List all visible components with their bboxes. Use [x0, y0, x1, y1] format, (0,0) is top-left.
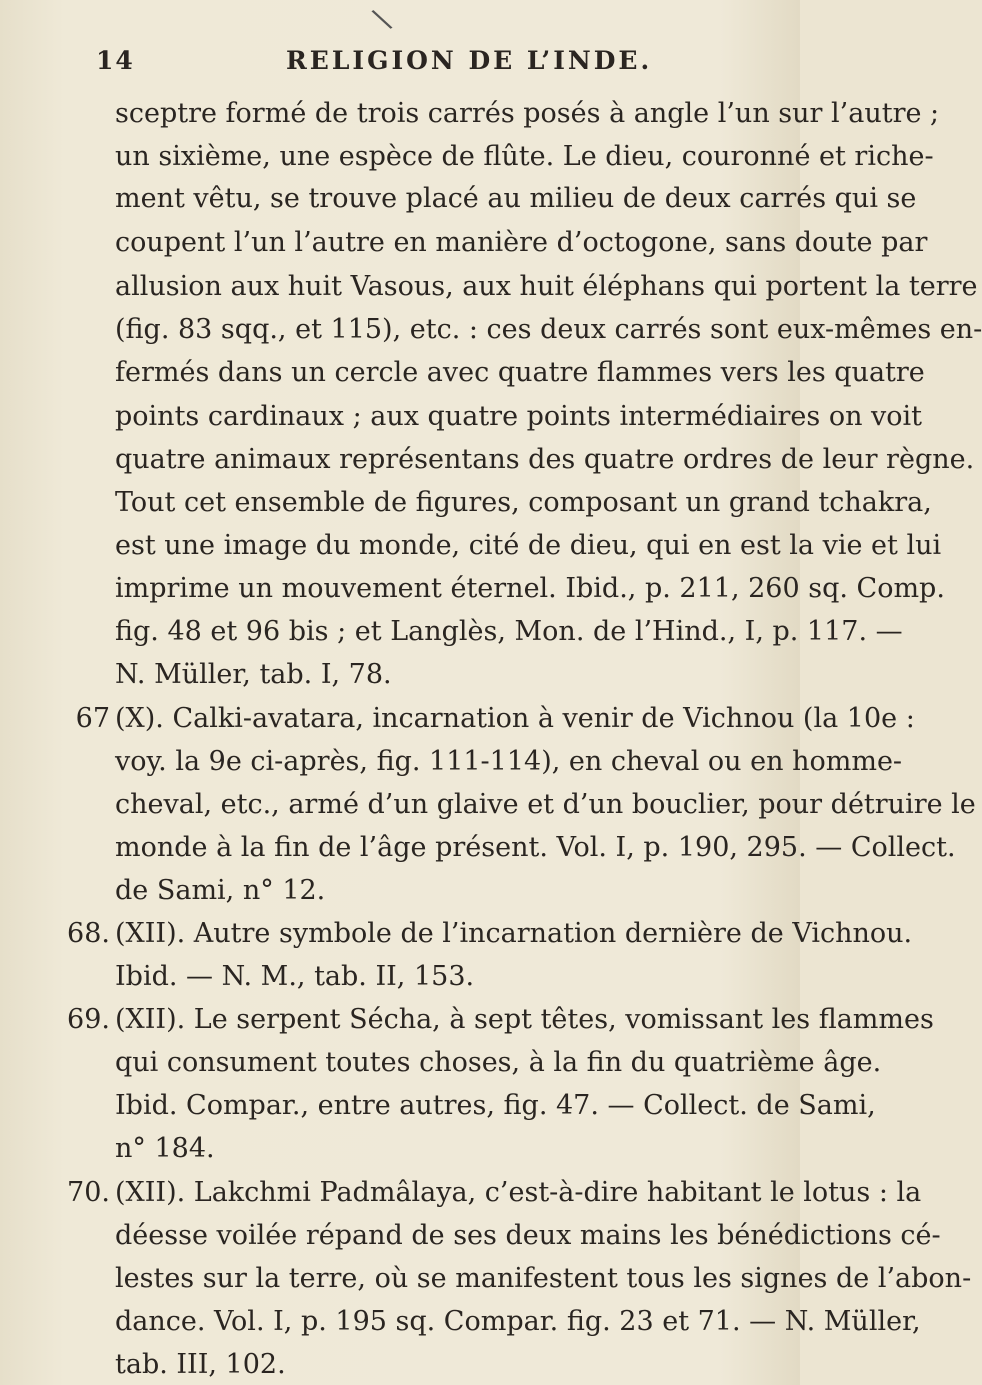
text-line: (XII). Le serpent Sécha, à sept têtes, vomissant les flammes [115, 1004, 934, 1035]
text-line: allusion aux huit Vasous, aux huit éléphans qui portent la terre [115, 271, 978, 302]
text-line: points cardinaux ; aux quatre points intermédiaires on voit [115, 401, 923, 432]
text-line: (fig. 83 sqq., et 115), etc. : ces deux carrés sont eux-mêmes en- [115, 314, 982, 345]
entry-number: 68. [67, 918, 110, 949]
text-line: Tout cet ensemble de figures, composant un grand tchakra, [115, 487, 932, 518]
text-line: n° 184. [115, 1133, 215, 1164]
text-line: sceptre formé de trois carrés posés à angle l’un sur l’autre ; [115, 98, 940, 129]
text-line: tab. III, 102. [115, 1349, 286, 1380]
margin-mark: \ [368, 1, 396, 38]
entry-number: 70. [67, 1177, 110, 1208]
entry-number: 69. [67, 1004, 110, 1035]
text-line: est une image du monde, cité de dieu, qui en est la vie et lui [115, 530, 942, 561]
text-line: (XII). Lakchmi Padmâlaya, c’est-à-dire habitant le lotus : la [115, 1177, 922, 1208]
text-line: (X). Calki-avatara, incarnation à venir de Vichnou (la 10e : [115, 703, 915, 734]
text-line: imprime un mouvement éternel. Ibid., p. 211, 260 sq. Comp. [115, 573, 945, 604]
text-line: cheval, etc., armé d’un glaive et d’un bouclier, pour détruire le [115, 789, 976, 820]
text-line: de Sami, n° 12. [115, 875, 326, 906]
text-line: (XII). Autre symbole de l’incarnation dernière de Vichnou. [115, 918, 913, 949]
text-line: voy. la 9e ci-après, fig. 111-114), en cheval ou en homme- [115, 746, 903, 777]
text-line: lestes sur la terre, où se manifestent tous les signes de l’abon- [115, 1263, 972, 1294]
text-line: coupent l’un l’autre en manière d’octogone, sans doute par [115, 227, 928, 258]
page-header [96, 46, 756, 82]
text-line: quatre animaux représentans des quatre ordres de leur règne. [115, 444, 975, 475]
text-line: monde à la fin de l’âge présent. Vol. I, p. 190, 295. — Collect. [115, 832, 956, 863]
text-line: Ibid. Compar., entre autres, fig. 47. — Collect. de Sami, [115, 1090, 876, 1121]
text-line: Ibid. — N. M., tab. II, 153. [115, 961, 475, 992]
running-title: RELIGION DE L’INDE. [286, 46, 653, 75]
text-line: fig. 48 et 96 bis ; et Langlès, Mon. de l’Hind., I, p. 117. — [115, 616, 903, 647]
text-line: déesse voilée répand de ses deux mains les bénédictions cé- [115, 1220, 941, 1251]
entry-number: 67 [75, 703, 110, 734]
page-number: 14 [96, 46, 135, 75]
text-line: fermés dans un cercle avec quatre flammes vers les quatre [115, 357, 925, 388]
text-line: un sixième, une espèce de flûte. Le dieu, couronné et riche- [115, 141, 934, 172]
text-line: N. Müller, tab. I, 78. [115, 659, 392, 690]
text-line: ment vêtu, se trouve placé au milieu de deux carrés qui se [115, 183, 917, 214]
text-line: qui consument toutes choses, à la fin du quatrième âge. [115, 1047, 882, 1078]
text-line: dance. Vol. I, p. 195 sq. Compar. fig. 23 et 71. — N. Müller, [115, 1306, 921, 1337]
